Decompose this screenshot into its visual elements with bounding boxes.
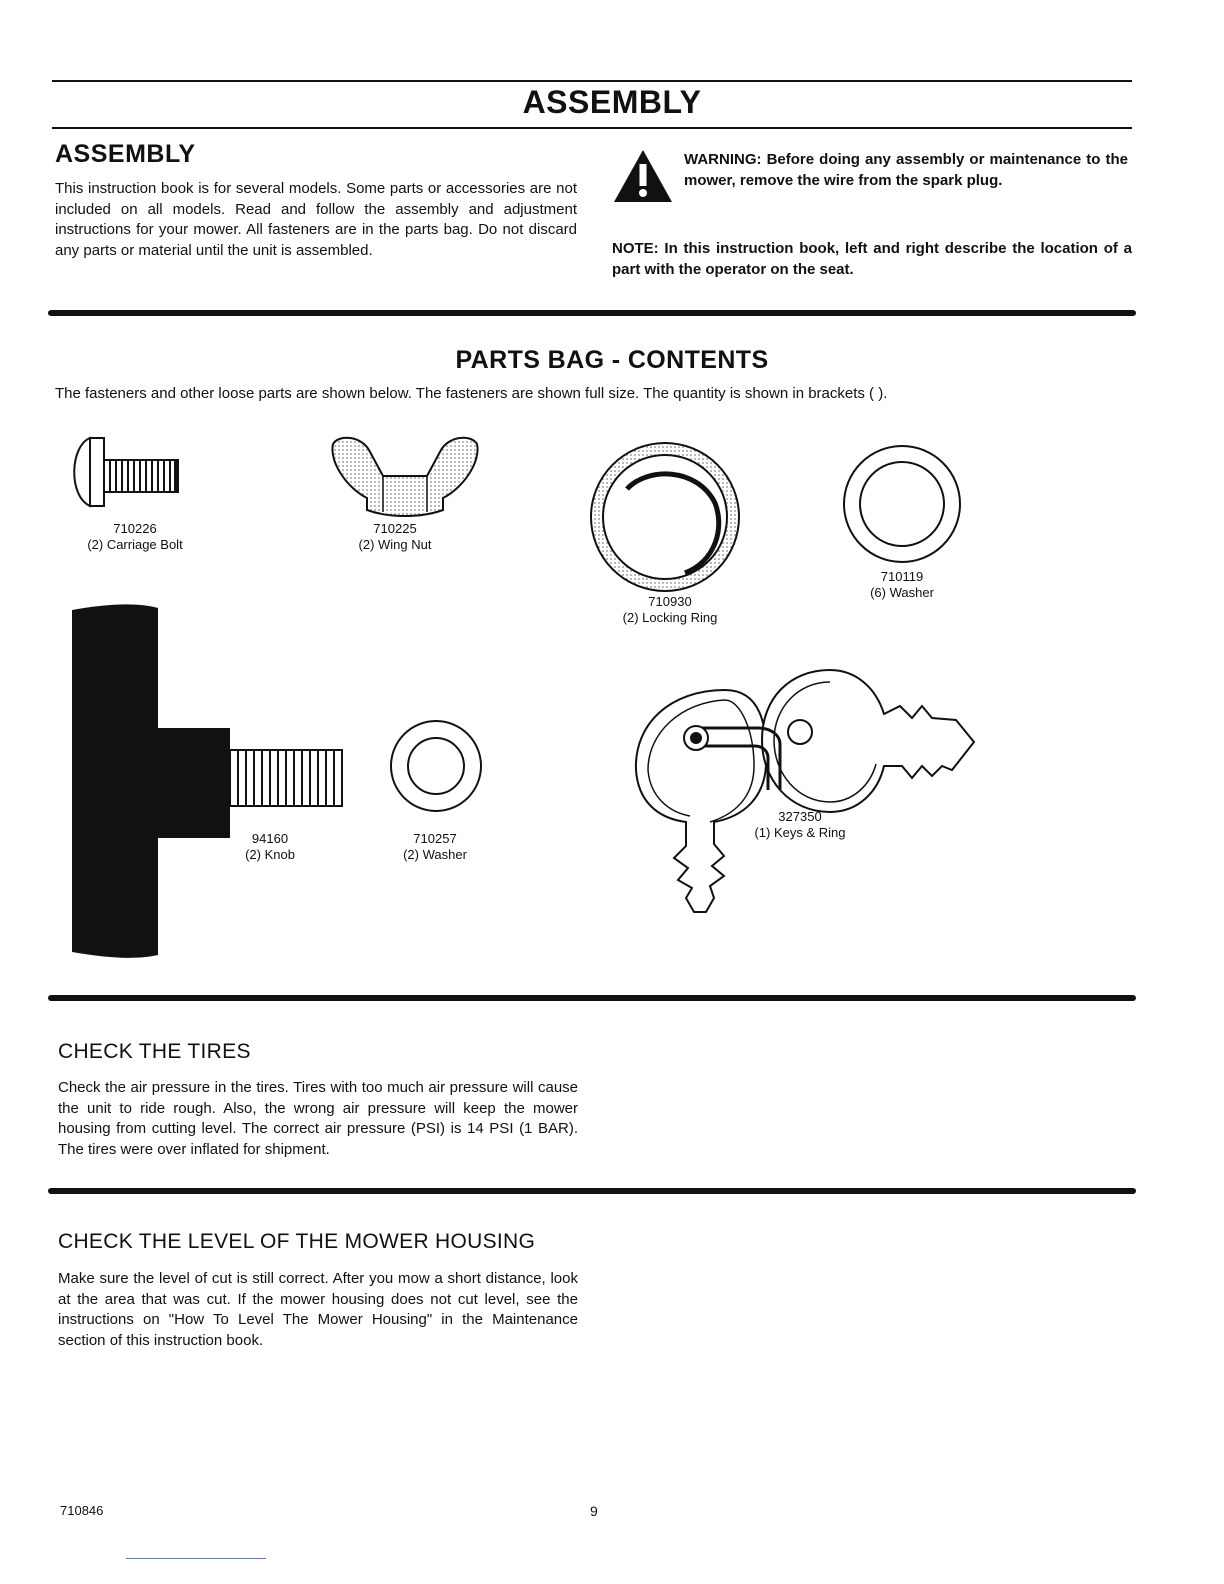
part-number: 327350 bbox=[778, 809, 822, 824]
part-number: 94160 bbox=[251, 831, 289, 846]
part-label-washer-large bbox=[840, 569, 964, 601]
part-description: (6) Washer bbox=[870, 585, 934, 600]
part-label-carriage-bolt bbox=[60, 521, 210, 553]
part-description: (2) Wing Nut bbox=[358, 537, 432, 552]
knob-icon bbox=[66, 600, 351, 965]
top-rule bbox=[52, 80, 1132, 82]
part-number: 710226 bbox=[113, 521, 157, 536]
part-description: (2) Washer bbox=[403, 847, 467, 862]
part-number: 710225 bbox=[373, 521, 417, 536]
tires-text: Check the air pressure in the tires. Tires with too much air pressure will cause the unit to ride rough. Also, the wrong air pressure will keep the mower housing from cutting level. The correct air pressure (PSI) is 14 PSI (1 BAR). The tires were over inflated for shipment. bbox=[58, 1079, 578, 1158]
warning-icon bbox=[612, 148, 674, 204]
wing-nut-icon bbox=[325, 432, 485, 522]
part-label-keys-ring bbox=[735, 809, 865, 841]
title-rule bbox=[52, 127, 1132, 129]
warning-text: WARNING: Before doing any assembly or maintenance to the mower, remove the wire from the spark plug. bbox=[684, 151, 1128, 189]
page-number: 9 bbox=[590, 1503, 598, 1519]
part-number: 710930 bbox=[648, 594, 692, 609]
part-description: (2) Carriage Bolt bbox=[87, 537, 183, 552]
doc-number: 710846 bbox=[60, 1503, 104, 1518]
part-number: 710119 bbox=[880, 569, 924, 584]
page-title: ASSEMBLY bbox=[522, 84, 702, 120]
locking-ring-icon bbox=[585, 437, 745, 597]
housing-text: Make sure the level of cut is still correct. After you mow a short distance, look at the area that was cut. If the mower housing does not cut level, see the instructions on "How To Level The Mower Housing" in the Maintenance section of this instruction book. bbox=[58, 1270, 578, 1349]
parts-bag-intro: The fasteners and other loose parts are shown below. The fasteners are shown full size. The quantity is shown in brackets ( ). bbox=[55, 385, 888, 402]
footer-line bbox=[126, 1558, 266, 1559]
orientation-note: NOTE: In this instruction book, left and right describe the location of a part with the operator on the seat. bbox=[612, 240, 1132, 278]
section-divider-3 bbox=[48, 1188, 1136, 1194]
part-label-knob bbox=[230, 831, 310, 863]
section-divider-2 bbox=[48, 995, 1136, 1001]
part-description: (1) Keys & Ring bbox=[754, 825, 846, 840]
washer-icon bbox=[840, 442, 964, 566]
carriage-bolt-icon bbox=[62, 432, 187, 512]
parts-bag-heading: PARTS BAG - CONTENTS bbox=[455, 346, 769, 374]
part-number: 710257 bbox=[413, 831, 457, 846]
part-description: (2) Knob bbox=[245, 847, 295, 862]
part-label-locking-ring bbox=[600, 594, 740, 626]
tires-heading: CHECK THE TIRES bbox=[58, 1040, 251, 1063]
part-label-washer-small bbox=[380, 831, 490, 863]
part-description: (2) Locking Ring bbox=[622, 610, 718, 625]
assembly-text: This instruction book is for several models. Some parts or accessories are not included on all models. Read and follow the assembly and adjustment instructions for your mower. All fasteners are in the parts bag. Do not discard any parts or material until the unit is assembled. bbox=[55, 180, 577, 259]
section-divider-1 bbox=[48, 310, 1136, 316]
housing-heading: CHECK THE LEVEL OF THE MOWER HOUSING bbox=[58, 1230, 536, 1253]
small-washer-icon bbox=[388, 718, 484, 814]
part-label-wing-nut bbox=[330, 521, 460, 553]
keys-ring-icon bbox=[630, 662, 980, 920]
assembly-heading: ASSEMBLY bbox=[55, 140, 196, 168]
